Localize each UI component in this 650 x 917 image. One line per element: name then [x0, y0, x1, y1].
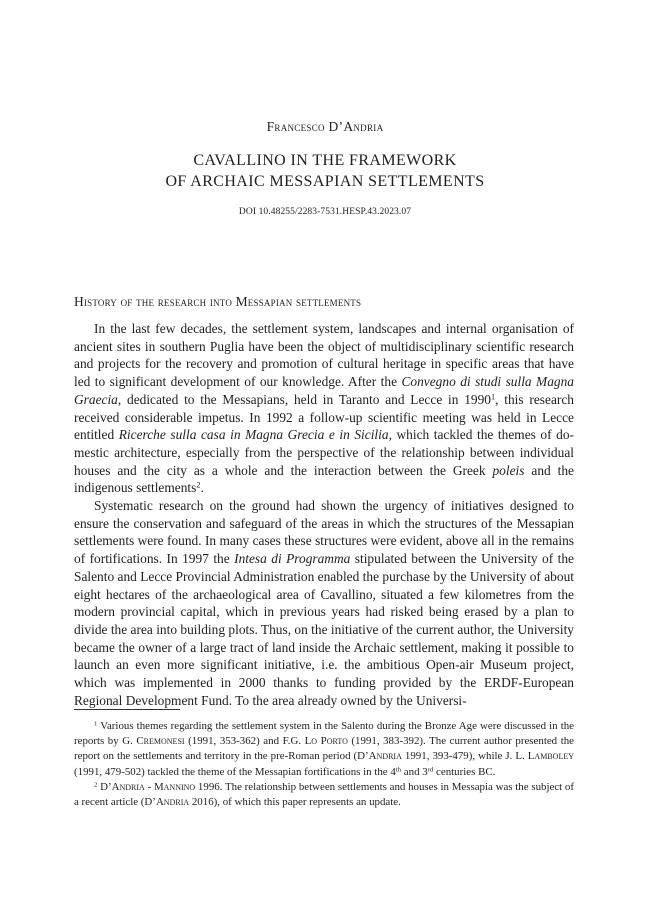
text-run: In the last few decades, the settlement system, landscapes and internal organisation of ancient sites in southern Puglia have been the object of multidisciplinary scientific research and projects for the recovery and promotion of cultural heritage in specific areas that have led to significant development of our knowledge. After the [74, 321, 574, 390]
footnote-separator [74, 709, 180, 710]
doi-identifier: DOI 10.48255/2283-7531.HESP.43.2023.07 [238, 207, 412, 217]
text-run: , dedicated to the Messapians, held in Taranto and Lecce in 1990 [117, 391, 491, 407]
text-run: - [144, 780, 154, 793]
title-line-1: CAVALLINO IN THE FRAMEWORK [193, 152, 457, 169]
footnote-ref-1[interactable]: 1 [491, 392, 496, 402]
text-run: (1991, 383-392). The current author presented the report on the settlements and territory in the pre-Roman period (D’ [74, 735, 574, 763]
author-ref: Lo Porto [304, 735, 348, 748]
footnote-number: 1 [94, 720, 98, 728]
text-run: Various themes regarding the settlement system in the Salento during the Bronze Age were discussed in the reports by G. [74, 720, 575, 748]
footnotes [74, 719, 574, 810]
article-title [0, 150, 650, 192]
footnote-1 [74, 719, 574, 780]
italic-title: Intesa di Programma [234, 551, 351, 567]
italic-term: poleis [492, 462, 525, 478]
footnote-number: 2 [94, 781, 98, 789]
footnote-2 [74, 780, 574, 810]
author-ref: Mannino [153, 780, 196, 793]
text-run: and 3 [401, 765, 428, 778]
body-text [74, 320, 574, 709]
text-run: (1991, 479-502) tackled the theme of the Messapian fortifications in the 4 [74, 765, 396, 778]
author-ref: Andria [368, 750, 402, 763]
author-ref: Cremonesi [136, 735, 185, 748]
paragraph-1 [74, 320, 574, 497]
italic-title: Ricerche sulla casa in Magna Grecia e in Sicilia [118, 427, 389, 443]
text-run: . [200, 480, 204, 496]
ordinal-suffix: rd [427, 765, 434, 773]
text-run: 1996. The relationship between settlements and houses in Messapia was the subject of a recent article (D’ [74, 780, 574, 809]
text-run: stipulated between the University of the Salento and Lecce Provincial Administration enabled the purchase by the University of about eight hectares of the archaeological area of Cavallino, situated a few kilometres from the modern provincial capital, which in previous years had risked being erased by a plan to divide the area into building plots. Thus, on the initiative of the current author, the University became the owner of a large tract of land inside the Archaic settlement, making it possible to launch an even more significant initiative, i.e. the ambitious Open-air Museum project, which was implemented in 2000 thanks to funding provided by the ERDF-European Regional Development Fund. To the area already owned by the Universi- [74, 551, 575, 708]
text-run: , which tackled the themes of domestic architecture, especially from the perspective of the relationship between individual houses and the city as a whole and the interaction between the Greek [74, 427, 574, 478]
section-heading: History of the research into Messapian settlements [74, 294, 362, 309]
text-run: D’ [97, 780, 112, 793]
text-run: and the indigenous settlements [74, 462, 574, 496]
title-line-2: OF ARCHAIC MESSAPIAN SETTLEMENTS [165, 173, 485, 190]
author-ref: Lamboley [527, 750, 574, 763]
author-name: Francesco D’Andria [266, 119, 384, 134]
text-run: centuries BC. [433, 765, 496, 778]
footnote-ref-2[interactable]: 2 [196, 480, 201, 490]
ordinal-suffix: th [395, 765, 402, 773]
text-run: , this research received considerable impetus. In 1992 a follow-up scientific meeting was held in Lecce entitled [74, 391, 574, 443]
text-run: Systematic research on the ground had shown the urgency of initiatives designed to ensure the conservation and safeguard of the areas in which the structures of the Messapian settlements were found. In many cases these structures were evident, above all in the remains of fortifications. In 1997 the [74, 498, 574, 567]
text-run: 1991, 393-479), while J. L. [401, 750, 528, 763]
author-ref: Andria [155, 796, 190, 809]
paragraph-2 [74, 497, 574, 709]
italic-title: Convegno di studi sulla Magna Graecia [74, 374, 574, 407]
author-ref: Andria [111, 780, 145, 793]
text-run: (1991, 353-362) and F.G. [184, 735, 305, 748]
text-run: 2016), of which this paper represents an update. [189, 796, 401, 809]
